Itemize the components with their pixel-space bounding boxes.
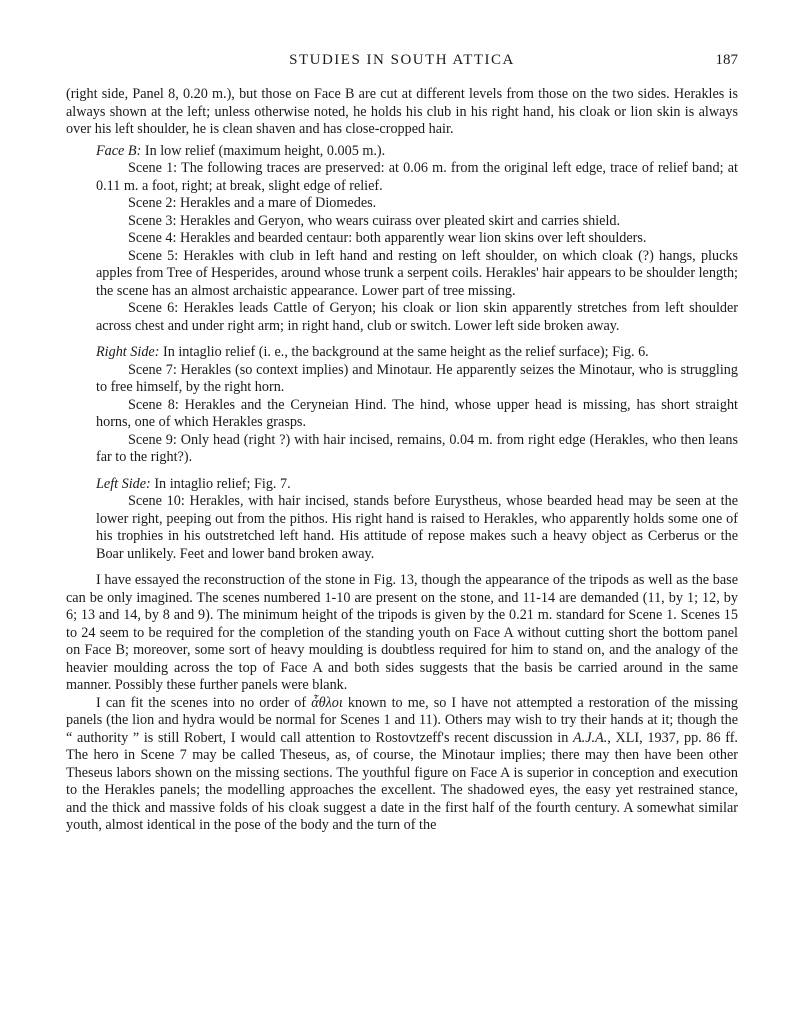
- left-side-label: Left Side:: [96, 475, 151, 492]
- scene-8: Scene 8: Herakles and the Ceryneian Hind. The hind, whose upper head is missing, has short straight horns, one of which Herakles grasps.: [96, 396, 738, 430]
- face-b-label: Face B:: [96, 142, 142, 159]
- page-number: 187: [715, 52, 738, 68]
- scene-3: Scene 3: Herakles and Geryon, who wears cuirass over pleated skirt and carries shield.: [128, 212, 621, 229]
- left-side-text: In intaglio relief; Fig. 7.: [150, 475, 291, 492]
- page-body: [66, 86, 738, 835]
- face-b-heading: [96, 143, 738, 161]
- scene-4: Scene 4: Herakles and bearded centaur: both apparently wear lion skins over left shoulders.: [128, 230, 647, 246]
- left-side-heading: [96, 476, 738, 494]
- scene-9: Scene 9: Only head (right ?) with hair incised, remains, 0.04 m. from right edge (Herakles, who then leans far to the right?).: [96, 431, 738, 465]
- paragraph-continuation: (right side, Panel 8, 0.20 m.), but those on Face B are cut at different levels from those on the two sides. Herakles is always shown at the left; unless otherwise noted, he holds his club in his right hand, his cloak or lion skin is always over his left shoulder, he is clean shaven and has close-cropped hair.: [66, 86, 738, 137]
- right-side-heading: [96, 344, 738, 362]
- scene-6: Scene 6: Herakles leads Cattle of Geryon; his cloak or lion skin apparently stretches from left shoulder across chest and under right arm; in right hand, club or switch. Lower left side broken away.: [96, 300, 738, 334]
- right-side-label: Right Side:: [96, 344, 160, 360]
- scene-5: Scene 5: Herakles with club in left hand and resting on left shoulder, on which cloak (?) hangs, plucks apples from Tree of Hesperides, around whose trunk a serpent coils. Herakles' hair appears to be shoulder length; the scene has an almost archaistic appearance. Lower part of tree missing.: [96, 247, 738, 299]
- order-text-3: , XLI, 1937, pp. 86 ff. The hero in Scene 7 may be called Theseus, as, of course, the Minotaur implies; there may then have been other Theseus labors shown on the missing sections. The youthful figure on Face A is superior in conception and execution to the Herakles panels; the modelling approaches the excellent. The shadowed eyes, the easy yet restrained stance, and the thick and massive folds of his cloak suggest a date in the first half of the fourth century. A somewhat similar youth, almost identical in the pose of the body and the turn of the: [66, 729, 738, 833]
- greek-term: ἆθλοι: [311, 694, 343, 711]
- right-side-text: In intaglio relief (i. e., the background at the same height as the relief surface); Fig. 6.: [159, 344, 649, 360]
- order-text-1: I can fit the scenes into no order of: [96, 694, 312, 711]
- scene-1: Scene 1: The following traces are preserved: at 0.06 m. from the original left edge, trace of relief band; at 0.11 m. a foot, right; at break, slight edge of relief.: [96, 160, 738, 194]
- order-text-2: known to me, so I have not attempted a restoration of the missing panels (the lion and hydra would be normal for Scenes 1 and 11). Others may wish to try their hands at it; though the “ authority ” is still Robert, I would call attention to Rostovtzeff's recent discussion in: [66, 694, 738, 746]
- scene-catalogue: [66, 143, 738, 564]
- scene-10: Scene 10: Herakles, with hair incised, stands before Eurystheus, whose bearded head may be seen at the lower right, peeping out from the pithos. His right hand is raised to Herakles, who apparently holds some one of his trophies in his outstretched left hand. His attitude of repose makes such a heavy object as Cerberus or the Boar unlikely. Feet and lower band broken away.: [96, 493, 738, 562]
- scene-2: Scene 2: Herakles and a mare of Diomedes.: [128, 195, 377, 211]
- scene-7: Scene 7: Herakles (so context implies) and Minotaur. He apparently seizes the Minotaur, who is struggling to free himself, by the right horn.: [96, 361, 738, 395]
- journal-reference: A.J.A.: [573, 729, 608, 746]
- paragraph-order: [66, 695, 738, 835]
- running-title: STUDIES IN SOUTH ATTICA: [289, 52, 515, 68]
- face-b-text: In low relief (maximum height, 0.005 m.).: [141, 142, 386, 159]
- paragraph-reconstruction: I have essayed the reconstruction of the stone in Fig. 13, though the appearance of the tripods as well as the base can be only imagined. The scenes numbered 1-10 are present on the stone, and 11-14 are demanded (11, by 1; 12, by 6; 13 and 14, by 8 and 9). The minimum height of the tripods is given by the 0.21 m. standard for Scene 1. Scenes 15 to 24 seem to be required for the completion of the standing youth on Face A without cutting short the bottom panel on Face B; moreover, some sort of heavy moulding is doubtless required for him to stand on, and the analogy of the heavier moulding across the top of Face A and both sides suggests that the basis be carried around in the same manner. Possibly these further panels were blank.: [66, 572, 738, 693]
